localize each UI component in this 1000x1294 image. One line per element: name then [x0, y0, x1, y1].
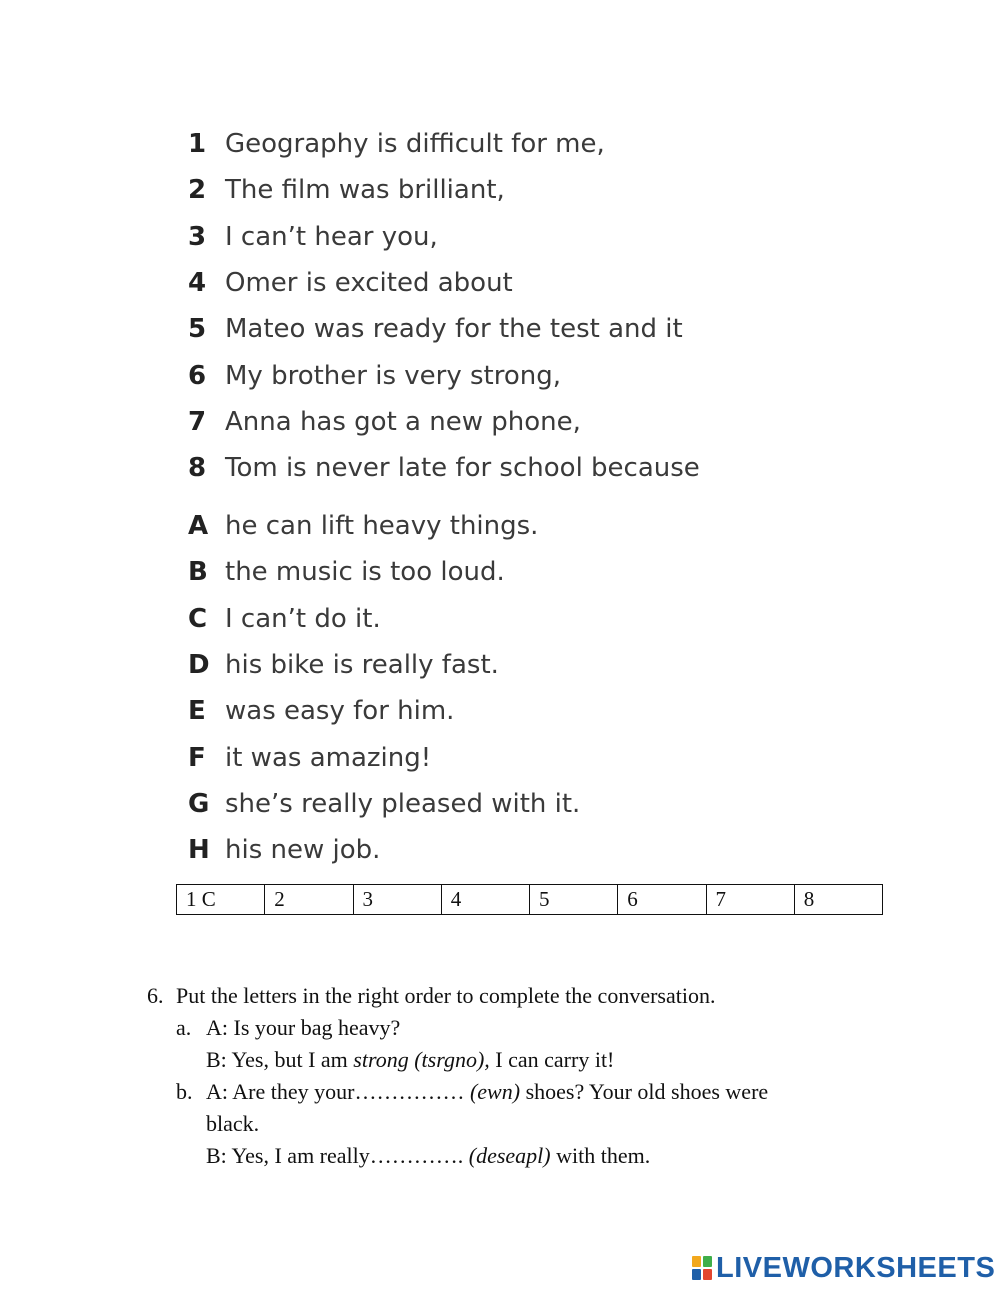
dialogue-text: shoes? Your old shoes were [520, 1079, 769, 1104]
sentence-end-item [188, 642, 580, 688]
answer-cell-label: 8 [803, 886, 815, 911]
item-number: 8 [188, 453, 207, 484]
exercise-items [147, 1012, 887, 1172]
item-text: his bike is really fast. [225, 650, 499, 681]
answer-input[interactable] [290, 890, 320, 912]
answer-cell-label: 6 [627, 886, 638, 911]
answer-cell-label: 7 [715, 886, 726, 911]
item-label: a. [176, 1015, 192, 1040]
item-text: Omer is excited about [225, 268, 513, 299]
item-number: 4 [188, 268, 207, 299]
item-text: I can’t do it. [225, 603, 381, 634]
scrambled-hint: (deseapl) [463, 1143, 551, 1168]
answer-input[interactable] [643, 890, 673, 912]
item-text: Geography is difficult for me, [225, 129, 605, 160]
sentence-ends-list [188, 503, 580, 873]
answer-blank-1[interactable]: …………… [354, 1079, 465, 1104]
answer-table [176, 884, 883, 915]
answer-cell-label: 1 C [186, 887, 216, 911]
exercise-instruction: Put the letters in the right order to complete the conversation. [176, 983, 716, 1008]
item-number: 3 [188, 221, 207, 252]
answer-cell-6[interactable] [618, 885, 706, 915]
dialogue-line [206, 1076, 768, 1108]
item-text: My brother is very strong, [225, 360, 562, 391]
item-text: his new job. [225, 835, 381, 866]
exercise-item-b [176, 1076, 887, 1172]
exercise-instruction-row [147, 980, 887, 1012]
sentence-end-item [188, 688, 580, 734]
item-letter: G [188, 788, 210, 819]
dialogue-line [206, 1140, 768, 1172]
sentence-start-item [188, 214, 700, 260]
dialogue-text: A: Are they your [206, 1079, 355, 1104]
item-text: Anna has got a new phone, [225, 406, 581, 437]
dialogue-text: with them. [550, 1143, 651, 1168]
logo-text: LIVEWORKSHEETS [716, 1251, 996, 1284]
exercise-item-a [176, 1012, 887, 1076]
item-text: the music is too loud. [225, 557, 505, 588]
sentence-start-item [188, 306, 700, 352]
dialogue-line [206, 1044, 614, 1076]
dialogue-text: B: Yes, I am really [206, 1143, 370, 1168]
sentence-end-item [188, 549, 580, 595]
answer-cell-5[interactable] [530, 885, 618, 915]
answer-cell-4[interactable] [441, 885, 529, 915]
item-text: I can’t hear you, [225, 221, 438, 252]
answer-cell-3[interactable] [353, 885, 441, 915]
sentence-starts-list [188, 121, 700, 491]
answer-cell-8[interactable] [794, 885, 882, 915]
logo-square [703, 1269, 712, 1280]
answer-input[interactable] [820, 890, 850, 912]
item-letter: E [188, 696, 206, 727]
item-letter: H [188, 835, 210, 866]
example-answer: strong (tsrgno), [353, 1047, 490, 1072]
logo-square [692, 1269, 701, 1280]
item-text: was easy for him. [225, 696, 455, 727]
scrambled-hint: (ewn) [464, 1079, 521, 1104]
item-label: b. [176, 1079, 193, 1104]
sentence-end-item [188, 734, 580, 780]
item-text: it was amazing! [225, 742, 432, 773]
item-number: 6 [188, 360, 207, 391]
answer-cell-7[interactable] [706, 885, 794, 915]
logo-square [703, 1256, 712, 1267]
item-letter: D [188, 650, 210, 681]
sentence-start-item [188, 352, 700, 398]
item-number: 1 [188, 129, 207, 160]
sentence-start-item [188, 260, 700, 306]
exercise-number: 6. [147, 983, 164, 1008]
item-text: Tom is never late for school because [225, 453, 700, 484]
logo-square [692, 1256, 701, 1267]
answer-cell-1 [177, 885, 265, 915]
sentence-start-item [188, 399, 700, 445]
item-letter: C [188, 603, 208, 634]
item-letter: A [188, 511, 209, 542]
sentence-start-item [188, 445, 700, 491]
exercise-6 [147, 980, 887, 1172]
sentence-start-item [188, 167, 700, 213]
item-number: 7 [188, 406, 207, 437]
dialogue-line: A: Is your bag heavy? [206, 1015, 401, 1040]
answer-input[interactable] [467, 890, 497, 912]
item-text: The film was brilliant, [225, 175, 505, 206]
dialogue-line: black. [206, 1111, 260, 1136]
sentence-end-item [188, 827, 580, 873]
item-letter: B [188, 557, 208, 588]
dialogue-text: B: Yes, but I am [206, 1047, 354, 1072]
item-number: 5 [188, 314, 207, 345]
liveworksheets-logo [692, 1253, 995, 1283]
sentence-start-item [188, 121, 700, 167]
item-text: he can lift heavy things. [225, 511, 539, 542]
answer-cell-2[interactable] [265, 885, 353, 915]
answer-cell-label: 3 [362, 886, 373, 911]
item-text: she’s really pleased with it. [225, 788, 581, 819]
answer-input[interactable] [378, 890, 408, 912]
logo-squares-icon [692, 1256, 712, 1280]
answer-cell-label: 4 [450, 886, 462, 911]
answer-cell-label: 5 [539, 886, 550, 911]
item-letter: F [188, 742, 206, 773]
dialogue-text: I can carry it! [489, 1047, 615, 1072]
answer-input[interactable] [555, 890, 585, 912]
answer-row [177, 885, 883, 915]
item-number: 2 [188, 175, 207, 206]
sentence-end-item [188, 781, 580, 827]
answer-cell-label: 2 [274, 886, 285, 911]
item-text: Mateo was ready for the test and it [225, 314, 683, 345]
answer-blank-2[interactable]: …………. [369, 1143, 464, 1168]
answer-input[interactable] [731, 890, 761, 912]
sentence-end-item [188, 503, 580, 549]
sentence-end-item [188, 596, 580, 642]
